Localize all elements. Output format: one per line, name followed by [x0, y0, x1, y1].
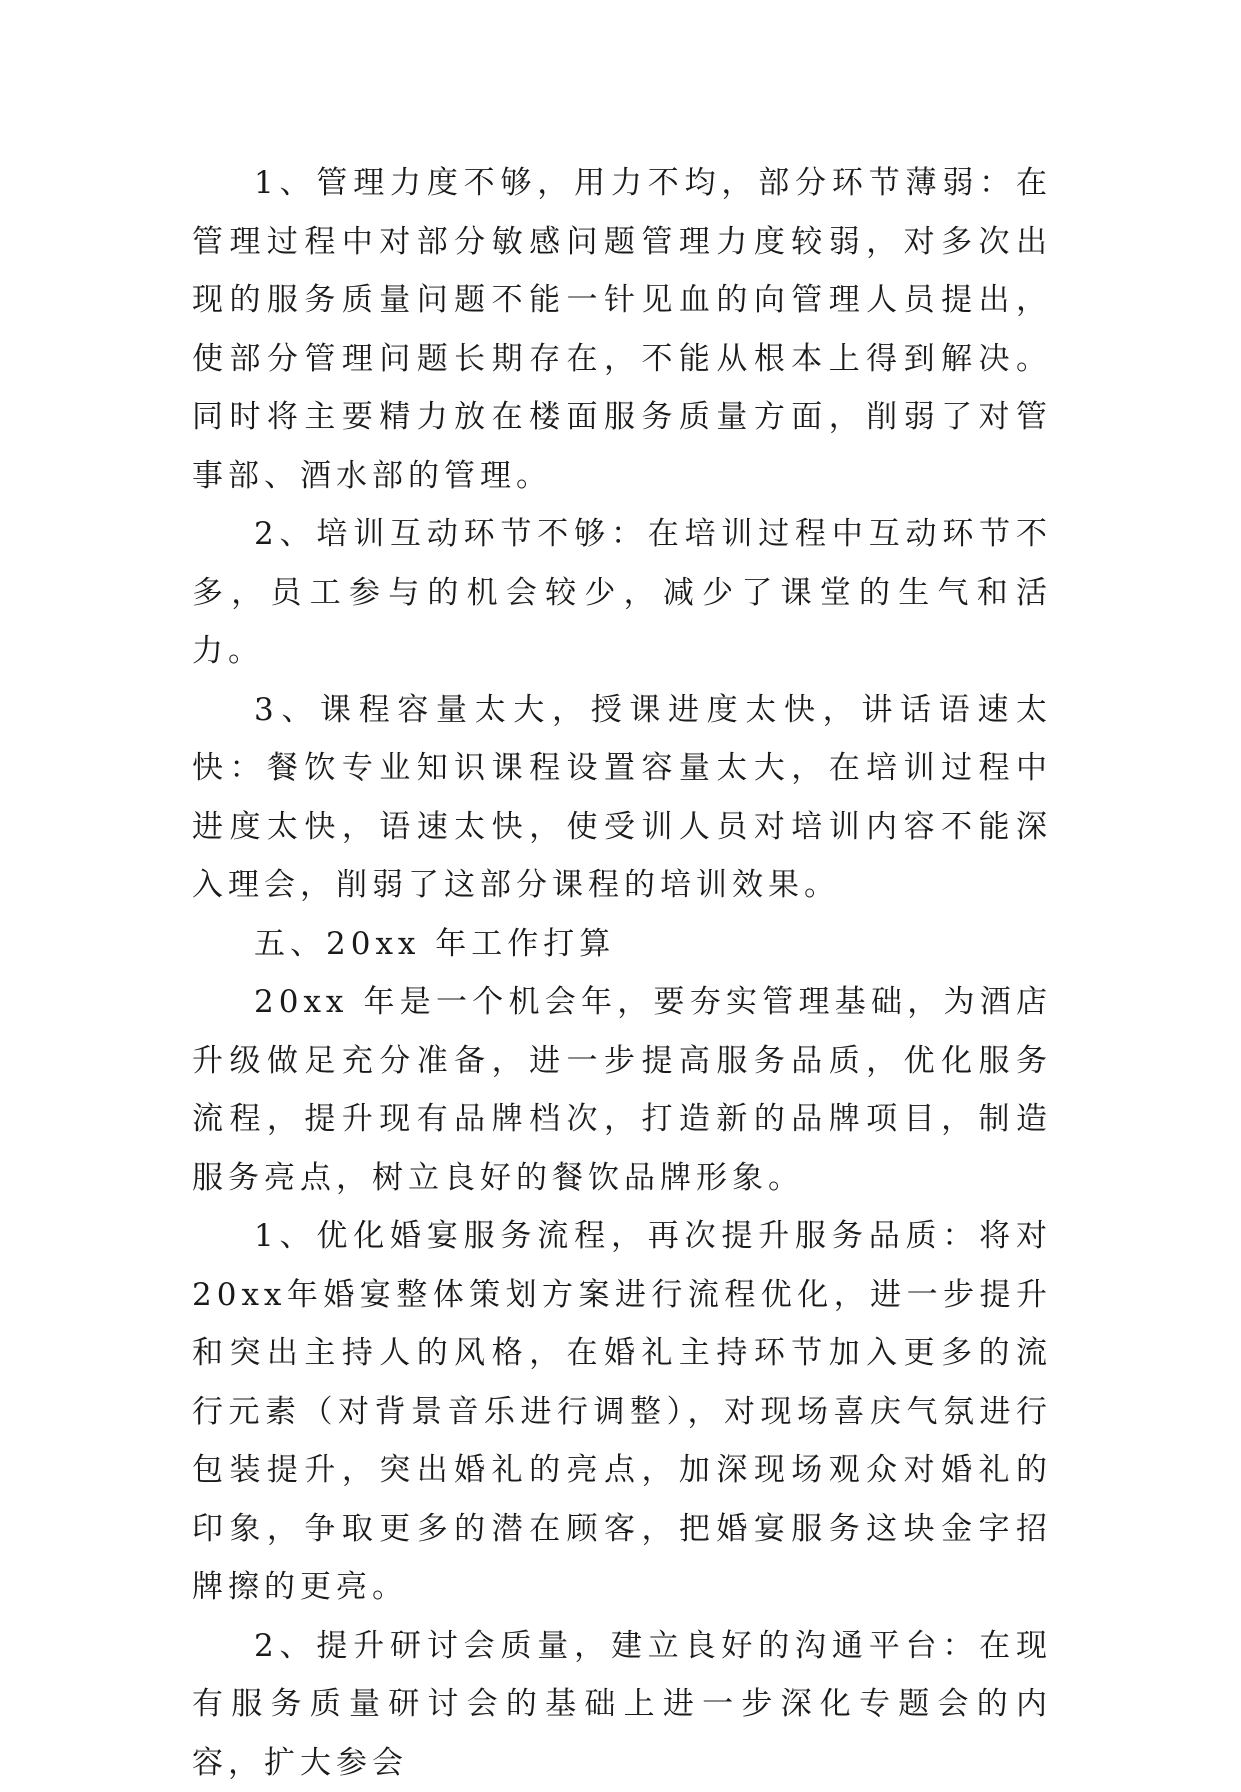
document-body [192, 154, 1052, 1792]
paragraph-training-interaction: 2、培训互动环节不够：在培训过程中互动环节不多，员工参与的机会较少，减少了课堂的生气和活力。 [192, 505, 1052, 681]
paragraph-management-weakness: 1、管理力度不够，用力不均，部分环节薄弱：在管理过程中对部分敏感问题管理力度较弱，对多次出现的服务质量问题不能一针见血的向管理人员提出，使部分管理问题长期存在，不能从根本上得到解决。同时将主要精力放在楼面服务质量方面，削弱了对管事部、酒水部的管理。 [192, 154, 1052, 505]
paragraph-seminar-quality: 2、提升研讨会质量，建立良好的沟通平台：在现有服务质量研讨会的基础上进一步深化专题会的内容，扩大参会 [192, 1617, 1052, 1792]
paragraph-opportunity-year: 20xx 年是一个机会年，要夯实管理基础，为酒店升级做足充分准备，进一步提高服务品质，优化服务流程，提升现有品牌档次，打造新的品牌项目，制造服务亮点，树立良好的餐饮品牌形象。 [192, 973, 1052, 1207]
section-heading-work-plan: 五、20xx 年工作打算 [192, 915, 1052, 974]
paragraph-course-capacity: 3、课程容量太大，授课进度太快，讲话语速太快：餐饮专业知识课程设置容量太大，在培训过程中进度太快，语速太快，使受训人员对培训内容不能深入理会，削弱了这部分课程的培训效果。 [192, 681, 1052, 915]
paragraph-wedding-service: 1、优化婚宴服务流程，再次提升服务品质：将对 20xx年婚宴整体策划方案进行流程优化，进一步提升和突出主持人的风格，在婚礼主持环节加入更多的流行元素（对背景音乐进行调整），对现场喜庆气氛进行包装提升，突出婚礼的亮点，加深现场观众对婚礼的印象，争取更多的潜在顾客，把婚宴服务这块金字招牌擦的更亮。 [192, 1207, 1052, 1617]
